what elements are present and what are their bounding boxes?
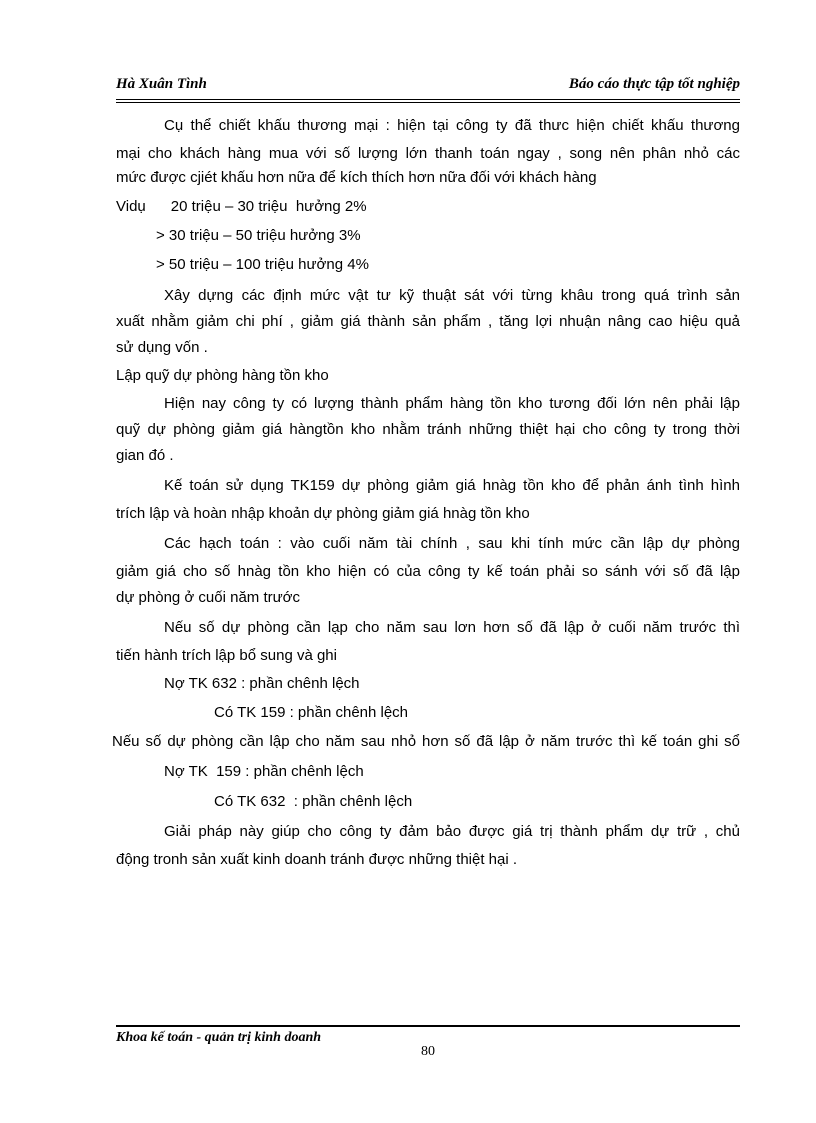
journal-entry-credit: Có TK 632 : phần chênh lệch — [214, 793, 413, 810]
header-rule — [116, 99, 740, 103]
paragraph-line: động tronh sản xuất kinh doanh tránh được những thiệt hại . — [116, 851, 518, 868]
paragraph-line: Cụ thể chiết khấu thương mại : hiện tại công ty đã thưc hiện chiết khấu thương — [164, 117, 740, 134]
example-line: > 30 triệu – 50 triệu hưởng 3% — [156, 227, 361, 244]
paragraph-line: Kế toán sử dụng TK159 dự phòng giảm giá hnàg tồn kho để phản ánh tình hình — [164, 477, 740, 494]
paragraph-line: dự phòng ở cuối năm trước — [116, 589, 301, 606]
journal-entry-debit: Nợ TK 632 : phần chênh lệch — [164, 675, 360, 692]
paragraph-line: xuất nhằm giảm chi phí , giảm giá thành sản phẩm , tăng lợi nhuận nâng cao hiệu quả — [116, 313, 740, 330]
department-name: Khoa kế toán - quản trị kinh doanh — [116, 1030, 322, 1045]
page-number: 80 — [421, 1044, 435, 1059]
paragraph-line: mức được cjiét khấu hơn nữa để kích thích hơn nữa đối với khách hàng — [116, 169, 597, 186]
report-title: Báo cáo thực tập tốt nghiệp — [568, 76, 740, 92]
paragraph-line: Các hạch toán : vào cuối năm tài chính , sau khi tính mức cần lập dự phòng — [164, 535, 740, 552]
paragraph-line: Hiện nay công ty có lượng thành phẩm hàng tồn kho tương đối lớn nên phải lập — [164, 395, 740, 412]
paragraph-line: Xây dựng các định mức vật tư kỹ thuật sát với từng khâu trong quá trình sản — [164, 287, 740, 304]
author-name: Hà Xuân Tình — [116, 76, 207, 92]
paragraph-line: sử dụng vốn . — [116, 339, 208, 356]
paragraph-line: giảm giá cho số hnàg tồn kho hiện có của công ty kế toán phải so sánh với số đã lập — [116, 563, 740, 580]
page-header — [116, 76, 740, 98]
journal-entry-debit: Nợ TK 159 : phần chênh lệch — [164, 763, 364, 780]
paragraph-line: Nếu số dự phòng cần lạp cho năm sau lơn hơn số đã lập ở cuối năm trước thì — [164, 619, 740, 636]
paragraph-line: tiến hành trích lập bổ sung và ghi — [116, 647, 337, 664]
journal-entry-credit: Có TK 159 : phần chênh lệch — [214, 704, 409, 721]
paragraph-line: mại cho khách hàng mua với số lượng lớn thanh toán ngay , song nên phân nhỏ các — [116, 145, 740, 162]
paragraph-line: Nếu số dự phòng cần lập cho năm sau nhỏ hơn số đã lập ở năm trước thì kế toán ghi sổ — [112, 733, 740, 750]
paragraph-line: gian đó . — [116, 447, 174, 464]
paragraph-line: quỹ dự phòng giảm giá hàngtồn kho nhằm tránh những thiệt hại cho công ty trong thời — [116, 421, 740, 438]
paragraph-line: Giải pháp này giúp cho công ty đảm bảo được giá trị thành phẩm dự trữ , chủ — [164, 823, 740, 840]
paragraph-line: trích lập và hoàn nhập khoản dự phòng giảm giá hnàg tồn kho — [116, 505, 530, 522]
footer-rule — [116, 1025, 740, 1027]
example-line: Vidụ 20 triệu – 30 triệu hưởng 2% — [116, 198, 367, 215]
section-heading: Lập quỹ dự phòng hàng tồn kho — [116, 367, 329, 384]
example-line: > 50 triệu – 100 triệu hưởng 4% — [156, 256, 369, 273]
